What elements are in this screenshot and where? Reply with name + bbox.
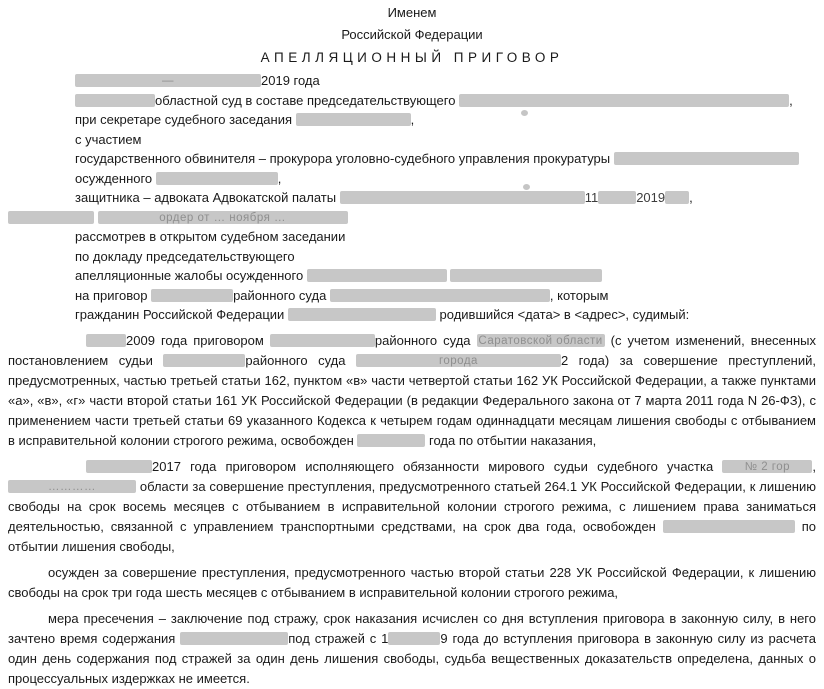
text-segment: государственного обвинителя – прокурора уголовно-судебного управления прокуратуры (75, 151, 614, 166)
redaction-bar (180, 632, 288, 645)
text-segment: 2009 года приговором (126, 332, 270, 348)
redaction-bar (270, 334, 375, 347)
redaction-bar (357, 434, 425, 447)
text-segment: 11 (584, 190, 599, 205)
text-segment: с участием (75, 131, 142, 147)
redaction-bar (8, 211, 94, 224)
verdict-ref-line (8, 286, 816, 306)
report-line (8, 247, 816, 267)
text-segment: при секретаре судебного заседания (75, 112, 296, 127)
text-segment: , (689, 190, 693, 205)
redaction-bar (163, 354, 245, 367)
text-segment: , (277, 170, 282, 186)
text-segment: гражданин Российской Федерации (75, 307, 288, 322)
redacted-faint-text: ………… (48, 480, 96, 493)
text-segment: районного суда (245, 352, 356, 368)
redacted-faint-text: — (162, 75, 174, 87)
text-segment: на приговор (75, 287, 152, 303)
redaction-bar (388, 632, 440, 645)
redaction-bar (663, 520, 795, 533)
text-segment: , (789, 92, 793, 108)
text-segment: мера пресечения – заключение под стражу, срок наказания исчислен со дня вступления приговора в законную силу, в него зачтено время содержания (8, 610, 816, 646)
text-segment: , (410, 112, 415, 127)
invocation-line-2: Российской Федерации (341, 27, 483, 42)
text-segment: 2 года) за совершение преступлений, предусмотренных, частью третьей статьи 162, пунктом «в» части четвертой статьи 162 УК Российской Федерации, а также пунктами «а», «в», «г» части второй статьи 161 УК Российской Федерации (в редакции Федерального закона от 7 марта 2011 года N 26-ФЗ), с применением части третьей статьи 69 указанного Кодекса к четырем годам одиннадцати месяцам лишения свободы с отбыванием в исправительной колонии строгого режима, освобожден (8, 352, 816, 448)
redacted-faint-text: города (438, 354, 478, 367)
redaction-bar (86, 460, 152, 473)
redaction-bar (156, 172, 278, 185)
body-section (8, 331, 816, 689)
redaction-bar (151, 289, 233, 302)
redaction-bar (477, 334, 605, 347)
prosecutor-line (8, 149, 816, 169)
redacted-faint-text: ордер от … ноября … (159, 211, 287, 224)
redacted-faint-text: Саратовской области (478, 334, 603, 347)
custody-paragraph (8, 609, 816, 689)
text-segment: , (812, 458, 816, 474)
text-segment: 2019 года (261, 73, 320, 88)
defender-order-line (8, 208, 816, 228)
redaction-bar (722, 460, 812, 473)
participants-line (8, 130, 816, 150)
redaction-bar (459, 94, 789, 107)
text-segment: родившийся <дата> в <адрес>, судимый: (435, 307, 690, 322)
redacted-faint-text: № 2 гор (744, 460, 791, 473)
text-segment: области за совершение преступления, предусмотренного статьей 264.1 УК Российской Федерации, к лишению свободы на срок восемь месяцев с отбыванием в исправительной колонии строгого режима, с лишением права заниматься деятельностью, связанной с управлением транспортными средствами, на срок два года, освобожден (8, 478, 816, 534)
redaction-bar (330, 289, 550, 302)
redaction-bar (288, 308, 436, 321)
text-segment: защитника – адвоката Адвокатской палаты (75, 190, 340, 205)
text-segment: осужден за совершение преступления, предусмотренного частью второй статьи 228 УК Российской Федерации, к лишению свободы на срок три года шесть месяцев с отбыванием в исправительной колонии строгого режима, (8, 564, 816, 600)
text-segment: под стражей с 1 (288, 630, 389, 646)
text-segment: (с учетом изменений, внесенных постановлением судьи (8, 332, 816, 368)
redaction-bar (614, 152, 799, 165)
text-segment: 2017 года приговором исполняющего обязанности мирового судьи судебного участка (152, 458, 723, 474)
redaction-bar (665, 191, 689, 204)
redaction-bar (450, 269, 602, 282)
text-segment: 9 года до вступления приговора в законную силу из расчета один день содержания под стражей за один день лишения свободы, судьба вещественных доказательств определена, данных о процессуальных издержках не имеется. (8, 630, 816, 686)
invocation-line-1: Именем (387, 5, 437, 20)
redaction-bar (598, 191, 636, 204)
redaction-bar (307, 269, 447, 282)
redaction-dot (521, 110, 528, 116)
redaction-dot (523, 184, 530, 190)
conviction-2017-paragraph (8, 457, 816, 557)
text-segment: 2019 (636, 190, 666, 205)
text-segment: осужденного (75, 170, 156, 186)
conviction-2009-paragraph (8, 331, 816, 451)
convict-line (8, 169, 816, 189)
text-segment: по отбытии лишения свободы, (8, 518, 816, 554)
text-segment: рассмотрев в открытом судебном заседании (75, 229, 346, 244)
text-segment: апелляционные жалобы осужденного (75, 268, 307, 283)
date-line (8, 71, 816, 91)
redaction-bar (340, 191, 585, 204)
defender-line (8, 188, 816, 208)
text-segment: по докладу председательствующего (75, 248, 295, 264)
text-segment: областной суд в составе председательствующего (155, 92, 460, 108)
text-segment: районного суда (374, 332, 477, 348)
hearing-line (8, 227, 816, 247)
redaction-bar (75, 94, 155, 107)
redaction-bar (8, 480, 136, 493)
redaction-bar (75, 74, 261, 87)
citizen-line (8, 305, 816, 325)
text-segment: районного суда (233, 287, 330, 303)
redaction-bar (86, 334, 126, 347)
sentence-paragraph (8, 563, 816, 603)
redaction-bar (98, 211, 348, 224)
text-segment: года по отбытии наказания, (425, 432, 597, 448)
court-composition-line (8, 91, 816, 111)
preamble-section (8, 71, 816, 325)
doc-title: АПЕЛЛЯЦИОННЫЙ ПРИГОВОР (260, 50, 564, 65)
redaction-bar (296, 113, 411, 126)
secretary-line (8, 110, 816, 130)
text-segment: , которым (549, 287, 609, 303)
redaction-bar (356, 354, 561, 367)
appeal-line (8, 266, 816, 286)
